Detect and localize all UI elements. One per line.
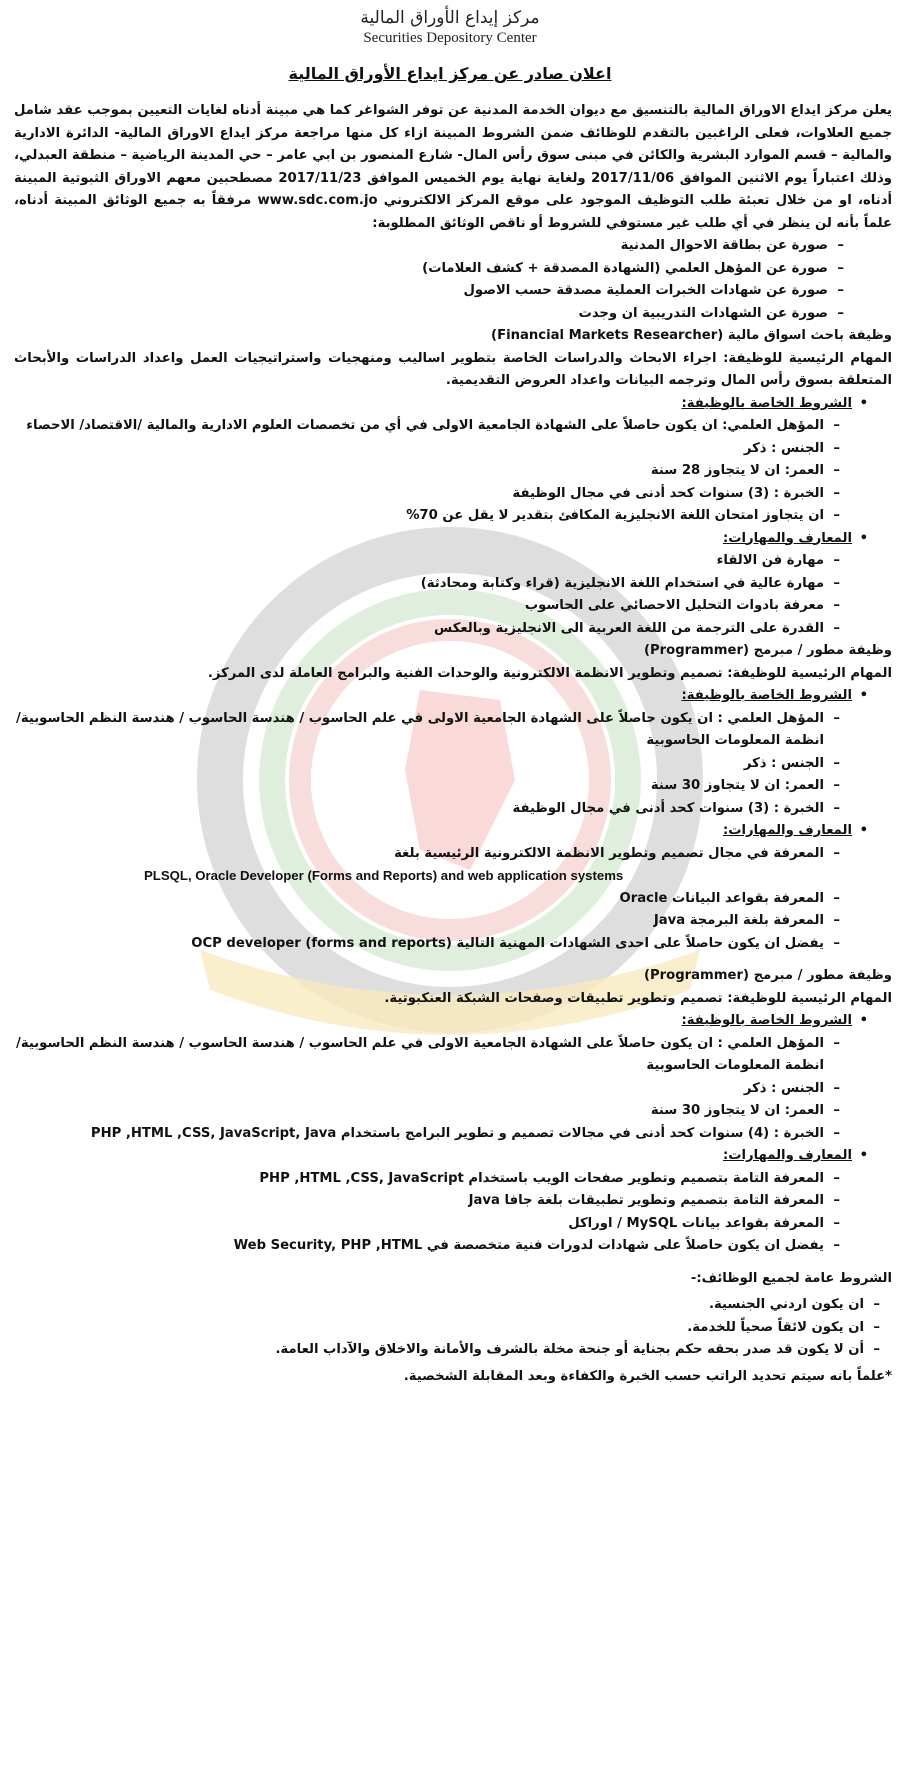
list-item: – يفضل ان يكون حاصلاً على شهادات لدورات فنية متخصصة في Web Security, PHP ,HTML — [14, 1235, 852, 1258]
list-item: – الخبرة : (3) سنوات كحد أدنى في مجال الوظيفة — [14, 483, 852, 506]
job2-conditions — [14, 708, 892, 821]
job2-title: وظيفة مطور / مبرمج (Programmer) — [643, 643, 892, 658]
list-item: – الخبرة : (4) سنوات كحد أدنى في مجالات تصميم و تطوير البرامج باستخدام PHP ,HTML ,CSS, JavaScript, Java — [14, 1123, 852, 1146]
list-item: – المؤهل العلمي : ان يكون حاصلاً على الشهادة الجامعية الاولى في علم الحاسوب / هندسة الحاسوب / هندسة النظم الحاسوبية/ انظمة المعلومات الحاسوبية — [14, 708, 852, 753]
list-item: – الجنس : ذكر — [14, 753, 852, 776]
list-item: – المعرفة في مجال تصميم وتطوير الانظمة الالكترونية الرئيسية بلغة — [14, 843, 852, 866]
job3-skills-heading: • المعارف والمهارات: — [14, 1145, 892, 1168]
list-item: – يفضل ان يكون حاصلاً على احدى الشهادات المهنية التالية OCP developer (forms and reports) — [14, 933, 852, 956]
job1-conditions — [14, 415, 892, 528]
list-item: – ان يكون اردني الجنسية. — [14, 1294, 892, 1317]
job3-skills — [14, 1168, 892, 1258]
general-conditions-heading: الشروط عامة لجميع الوظائف:- — [690, 1270, 892, 1286]
list-item: – المعرفة التامة بتصميم وتطوير تطبيقات بلغة جافا Java — [14, 1190, 852, 1213]
job3-conditions-heading: • الشروط الخاصة بالوظيفة: — [14, 1010, 892, 1033]
list-item: – الجنس : ذكر — [14, 438, 852, 461]
job2-tasks: المهام الرئيسية للوظيفة: تصميم وتطوير الانظمة الالكترونية والوحدات الفنية والبرامج العاملة لدى المركز. — [207, 665, 892, 681]
job3-title: وظيفة مطور / مبرمج (Programmer) — [643, 968, 892, 983]
list-item: – مهارة عالية في استخدام اللغة الانجليزية (قراء وكتابة ومحادثة) — [14, 573, 852, 596]
intro-paragraph: يعلن مركز ايداع الاوراق المالية بالتنسيق مع ديوان الخدمة المدنية عن توفر الشواغر كما هي مبينة أدناه لغايات التعيين بموجب عقد شامل جميع العلاوات، فعلى الراغبين بالتقدم للوظائف ضمن الشروط المبينة ازاء كل منها مراجعة مركز ايداع الاوراق المالية- الدائرة الادارية والمالية – قسم الموارد البشرية والكائن في مبنى سوق رأس المال- شارع المنصور بن ابي عامر – حي المدينة الرياضية – منطقة العبدلي، وذلك اعتباراً يوم الاثنين الموافق 2017/11/06 ولغاية نهاية يوم الخميس الموافق 2017/11/23 مصطحبين معهم الاوراق الثبوتية المبينة أدناه، او من خلال تعبئة طلب التوظيف الموجود على موقع المركز الالكتروني www.sdc.com.jo مرفقاً به جميع الوثائق المبينة أدناه، علماً بأنه لن ينظر في أي طلب غير مستوفي للشروط أو ناقص الوثائق المطلوبة: — [14, 103, 892, 231]
job2-conditions-heading: • الشروط الخاصة بالوظيفة: — [14, 685, 892, 708]
list-item: – الخبرة : (3) سنوات كحد أدنى في مجال الوظيفة — [14, 798, 852, 821]
job1-title: وظيفة باحث اسواق مالية (Financial Markets Researcher) — [491, 328, 892, 343]
list-item: – أن لا يكون قد صدر بحقه حكم بجناية أو جنحة مخلة بالشرف والأمانة والاخلاق والآداب العامة. — [14, 1339, 892, 1362]
list-item: – صورة عن بطاقة الاحوال المدنية — [14, 235, 892, 258]
list-item: – العمر: ان لا يتجاوز 30 سنة — [14, 1100, 852, 1123]
job2-skills — [14, 843, 892, 866]
job1-tasks: المهام الرئيسية للوظيفة: اجراء الابحاث والدراسات الخاصة بتطوير اساليب ومنهجيات واستراتيجيات العمل واعداد الدراسات والأبحاث المتعلقة بسوق رأس المال وترجمه البيانات واعداد العروض التقديمية. — [14, 350, 892, 388]
job3-conditions — [14, 1033, 892, 1146]
list-item: – المعرفة بقواعد البيانات Oracle — [14, 888, 852, 911]
list-item: – صورة عن الشهادات التدريبية ان وجدت — [14, 303, 892, 326]
job2-skill1-technologies: PLSQL, Oracle Developer (Forms and Reports) and web application systems — [144, 868, 624, 883]
job1-conditions-heading: • الشروط الخاصة بالوظيفة: — [14, 393, 892, 416]
org-name-en: Securities Depository Center — [363, 30, 537, 46]
salary-note: *علماً بانه سيتم تحديد الراتب حسب الخبرة والكفاءة وبعد المقابلة الشخصية. — [403, 1368, 892, 1384]
list-item: – العمر: ان لا يتجاوز 30 سنة — [14, 775, 852, 798]
list-item: – مهارة فن الالقاء — [14, 550, 852, 573]
job1-skills-heading: • المعارف والمهارات: — [14, 528, 892, 551]
job2-skills-more — [14, 888, 892, 956]
list-item: – صورة عن المؤهل العلمي (الشهادة المصدقة + كشف العلامات) — [14, 258, 892, 281]
list-item: – المعرفة بلغة البرمجة Java — [14, 910, 852, 933]
job1-skills — [14, 550, 892, 640]
list-item: – المعرفة التامة بتصميم وتطوير صفحات الويب باستخدام PHP ,HTML ,CSS, JavaScript — [14, 1168, 852, 1191]
list-item: – القدرة على الترجمة من اللغة العربية الى الانجليزية وبالعكس — [14, 618, 852, 641]
job3-tasks: المهام الرئيسية للوظيفة: تصميم وتطوير تطبيقات وصفحات الشبكة العنكبوتية. — [384, 990, 892, 1006]
page-title: اعلان صادر عن مركز ايداع الأوراق المالية — [288, 64, 612, 83]
list-item: – صورة عن شهادات الخبرات العملية مصدقة حسب الاصول — [14, 280, 892, 303]
list-item: – العمر: ان لا يتجاوز 28 سنة — [14, 460, 852, 483]
list-item: – ان يتجاوز امتحان اللغة الانجليزية المكافئ بتقدير لا يقل عن 70% — [14, 505, 852, 528]
header — [0, 8, 900, 47]
general-conditions — [14, 1294, 892, 1362]
list-item: – المعرفة بقواعد بيانات MySQL / اوراكل — [14, 1213, 852, 1236]
required-docs-list — [14, 235, 892, 325]
job2-skills-heading: • المعارف والمهارات: — [14, 820, 892, 843]
org-name-ar: مركز إيداع الأوراق المالية — [360, 8, 540, 28]
list-item: – المؤهل العلمي : ان يكون حاصلاً على الشهادة الجامعية الاولى في علم الحاسوب / هندسة الحاسوب / هندسة النظم الحاسوبية/ انظمة المعلومات الحاسوبية — [14, 1033, 852, 1078]
announcement-body — [14, 100, 892, 1388]
list-item: – الجنس : ذكر — [14, 1078, 852, 1101]
list-item: – ان يكون لائقاً صحياً للخدمة. — [14, 1317, 892, 1340]
list-item: – المؤهل العلمي: ان يكون حاصلاً على الشهادة الجامعية الاولى في أي من تخصصات العلوم الادارية والمالية /الاقتصاد/ الاحصاء — [14, 415, 852, 438]
list-item: – معرفة بادوات التحليل الاحصائي على الحاسوب — [14, 595, 852, 618]
